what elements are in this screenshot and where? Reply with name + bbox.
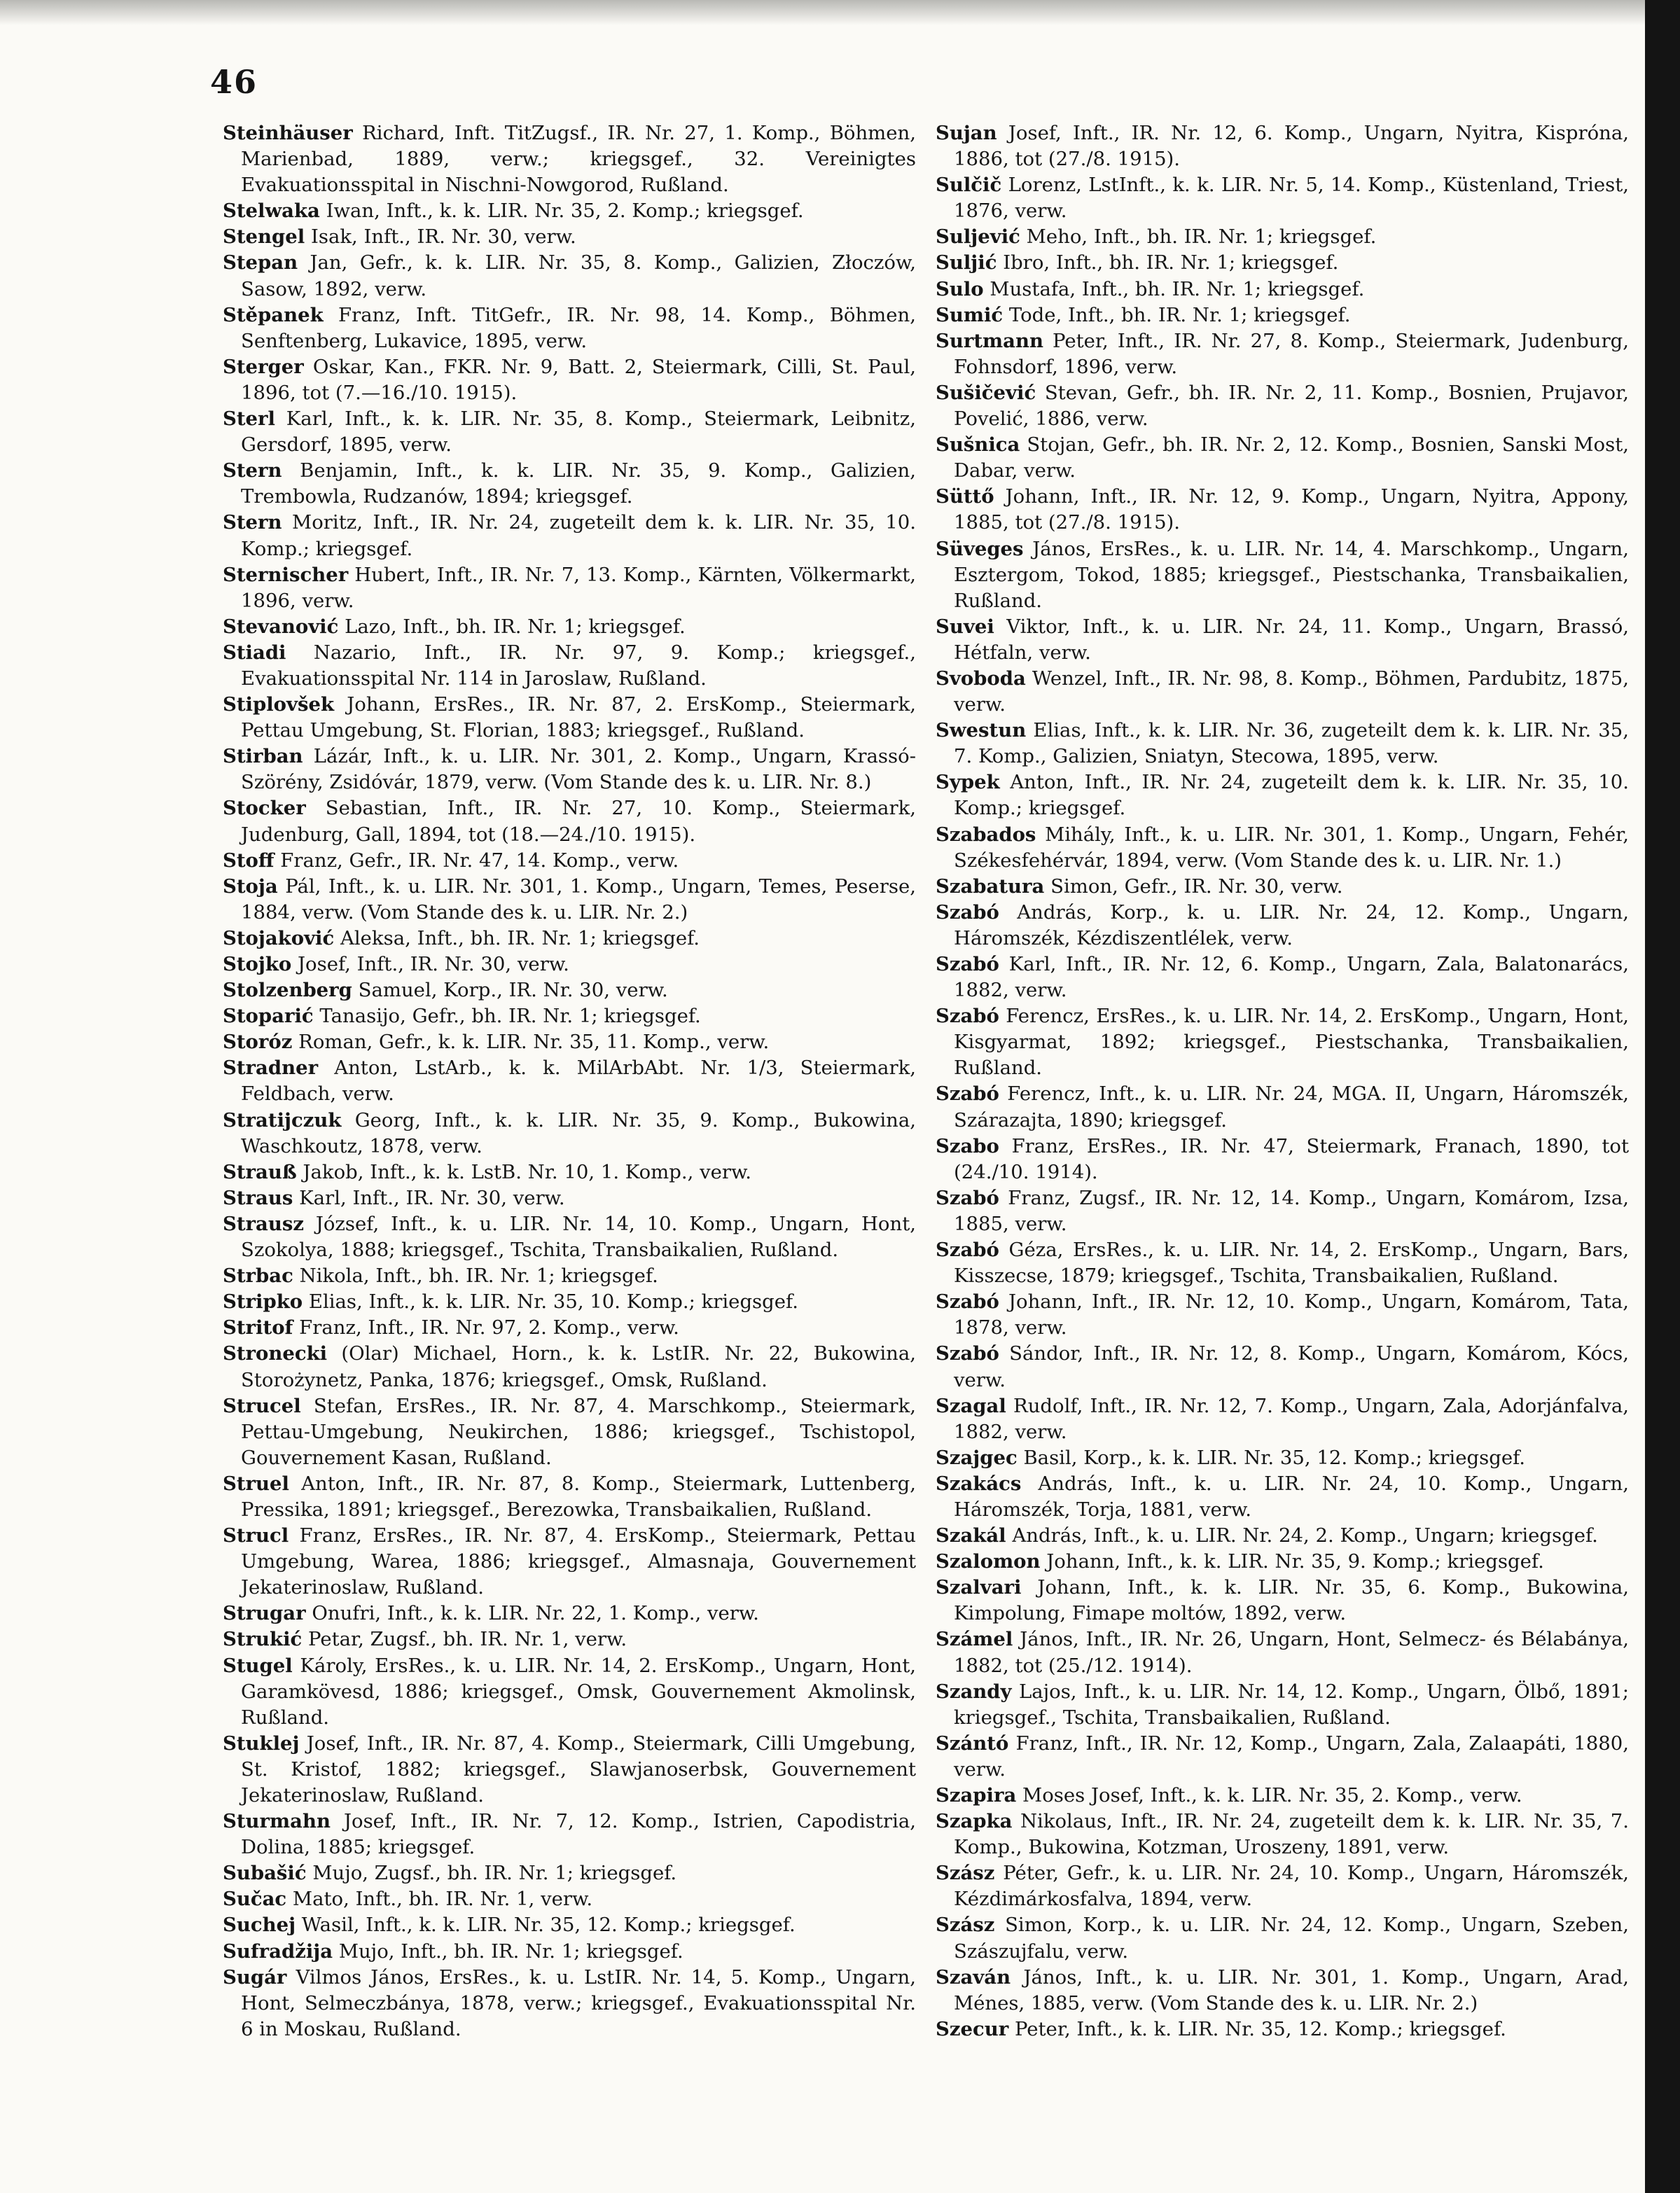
entry-surname: Sterl [223, 408, 275, 431]
entry-surname: Sujan [936, 122, 997, 144]
entry [223, 1003, 916, 1029]
entry [223, 1731, 916, 1809]
entry-surname: Stradner [223, 1057, 319, 1080]
entry-details: Johann, ErsRes., IR. Nr. 87, 2. ErsKomp., Steiermark, Pettau Umgebung, St. Florian, 1883; kriegsgef., Rußland. [241, 693, 916, 742]
entry [936, 1731, 1629, 1783]
entry-details: Moses Josef, Inft., k. k. LIR. Nr. 35, 2. Komp., verw. [1022, 1784, 1522, 1806]
entry-details: Peter, Inft., IR. Nr. 27, 8. Komp., Steiermark, Judenburg, Fohnsdorf, 1896, verw. [954, 329, 1629, 378]
entry-details: Franz, Zugsf., IR. Nr. 12, 14. Komp., Ungarn, Komárom, Izsa, 1885, verw. [954, 1186, 1629, 1235]
entry-details: Mujo, Inft., bh. IR. Nr. 1; kriegsgef. [338, 1940, 683, 1963]
entry-details: Simon, Gefr., IR. Nr. 30, verw. [1050, 875, 1343, 898]
entry [936, 1081, 1629, 1133]
entry-details: Nikola, Inft., bh. IR. Nr. 1; kriegsgef. [299, 1265, 658, 1288]
entry [936, 1445, 1629, 1471]
entry [936, 1003, 1629, 1081]
entry-details: Rudolf, Inft., IR. Nr. 12, 7. Komp., Ungarn, Zala, Adorjánfalva, 1882, verw. [954, 1394, 1629, 1443]
entry [223, 1886, 916, 1912]
entry-details: Johann, Inft., IR. Nr. 12, 10. Komp., Ungarn, Komárom, Tata, 1878, verw. [954, 1290, 1629, 1339]
entry-surname: Stiplovšek [223, 693, 335, 716]
entry-surname: Stripko [223, 1290, 303, 1314]
entry-surname: Sušičević [936, 381, 1036, 404]
entry [936, 1679, 1629, 1731]
entry-details: Meho, Inft., bh. IR. Nr. 1; kriegsgef. [1026, 225, 1377, 249]
entry [936, 1341, 1629, 1393]
entry-surname: Stuklej [223, 1732, 300, 1755]
entry-surname: Sulo [936, 277, 984, 300]
entry [223, 1160, 916, 1185]
entry [223, 1809, 916, 1860]
entry-surname: Stritof [223, 1316, 293, 1339]
entry-surname: Suchej [223, 1914, 296, 1937]
entry [223, 640, 916, 692]
entry-details: Wasil, Inft., k. k. LIR. Nr. 35, 12. Komp.; kriegsgef. [301, 1914, 796, 1937]
entry-details: Josef, Inft., IR. Nr. 87, 4. Komp., Steiermark, Cilli Umgebung, St. Kristof, 1882; kriegsgef., Slawjanoserbsk, Gouvernement Jekaterinoslaw, Rußland. [241, 1732, 916, 1806]
entry-surname: Stocker [223, 797, 306, 820]
entry [223, 1393, 916, 1471]
entry-details: Mato, Inft., bh. IR. Nr. 1, verw. [292, 1888, 593, 1911]
entry [223, 1601, 916, 1627]
entry-surname: Szabo [936, 1134, 999, 1157]
entry-surname: Sypek [936, 771, 1000, 794]
entry [223, 692, 916, 744]
entry-details: Lorenz, LstInft., k. k. LIR. Nr. 5, 14. Komp., Küstenland, Triest, 1876, verw. [954, 174, 1630, 223]
entry-surname: Sumić [936, 303, 1004, 326]
entry-surname: Suljić [936, 251, 997, 274]
entry-details: Josef, Inft., IR. Nr. 7, 12. Komp., Istrien, Capodistria, Dolina, 1885; kriegsgef. [241, 1810, 916, 1859]
entry [936, 250, 1629, 276]
entry-details: András, Korp., k. u. LIR. Nr. 24, 12. Komp., Ungarn, Háromszék, Kézdiszentlélek, verw. [954, 900, 1629, 949]
entry-details: Wenzel, Inft., IR. Nr. 98, 8. Komp., Böhmen, Pardubitz, 1875, verw. [954, 667, 1629, 716]
entry [936, 120, 1629, 172]
entry-surname: Strucel [223, 1394, 301, 1417]
entry-surname: Szabó [936, 1005, 999, 1028]
entry-surname: Szalvari [936, 1576, 1022, 1599]
entry-details: Mihály, Inft., k. u. LIR. Nr. 301, 1. Komp., Ungarn, Fehér, Székesfehérvár, 1894, verw. (Vom Stande des k. u. LIR. Nr. 1.) [954, 823, 1629, 872]
entry [223, 874, 916, 926]
entry-details: Franz, ErsRes., IR. Nr. 47, Steiermark, Franach, 1890, tot (24./10. 1914). [954, 1134, 1629, 1183]
entry-surname: Sulčič [936, 174, 1002, 197]
entry-surname: Szabó [936, 900, 999, 924]
entry-surname: Sugár [223, 1965, 287, 1989]
entry-details: Lajos, Inft., k. u. LIR. Nr. 14, 12. Komp., Ungarn, Ölbő, 1891; kriegsgef., Tschita, Transbaikalien, Rußland. [954, 1680, 1629, 1729]
entry-details: Mujo, Zugsf., bh. IR. Nr. 1; kriegsgef. [312, 1862, 677, 1885]
entry [223, 1263, 916, 1289]
entry-surname: Stěpanek [223, 303, 324, 326]
entry-surname: Suljević [936, 225, 1020, 249]
right-column [936, 120, 1629, 2042]
entry [936, 952, 1629, 1003]
entry-surname: Sufradžija [223, 1940, 333, 1963]
entry-details: Nikolaus, Inft., IR. Nr. 24, zugeteilt dem k. k. LIR. Nr. 35, 7. Komp., Bukowina, Kotzman, Uroszeny, 1891, verw. [954, 1810, 1629, 1859]
entry-details: Isak, Inft., IR. Nr. 30, verw. [310, 225, 576, 249]
entry-details: (Olar) Michael, Horn., k. k. LstIR. Nr. 22, Bukowina, Storożynetz, Panka, 1876; kriegsgef., Omsk, Rußland. [241, 1342, 917, 1391]
entry [936, 328, 1629, 380]
entry [936, 1627, 1629, 1678]
entry [936, 770, 1629, 821]
entry [936, 1185, 1629, 1237]
entry [223, 1185, 916, 1211]
entry [936, 614, 1629, 666]
entry-surname: Stengel [223, 225, 305, 249]
entry-details: Franz, Inft. TitGefr., IR. Nr. 98, 14. Komp., Böhmen, Senftenberg, Lukavice, 1895, verw. [241, 303, 916, 352]
entry [223, 120, 916, 198]
entry [936, 1783, 1629, 1809]
entry-details: Stefan, ErsRes., IR. Nr. 87, 4. Marschkomp., Steiermark, Pettau-Umgebung, Neukirchen, 1886; kriegsgef., Tschistopol, Gouvernement Kasan, Rußland. [241, 1394, 916, 1469]
entry [936, 900, 1629, 952]
entry [936, 1523, 1629, 1549]
entry-surname: Szandy [936, 1680, 1012, 1703]
entry [223, 952, 916, 977]
entry-surname: Szász [936, 1862, 995, 1885]
entry [223, 1653, 916, 1731]
entry [936, 822, 1629, 874]
entry-surname: Szecur [936, 2017, 1009, 2040]
entry-surname: Szapka [936, 1810, 1013, 1833]
entry-surname: Sturmahn [223, 1810, 331, 1833]
entry [936, 874, 1629, 900]
entry-details: Tanasijo, Gefr., bh. IR. Nr. 1; kriegsgef. [319, 1005, 701, 1028]
entry-surname: Szakács [936, 1472, 1022, 1495]
entry-details: Karl, Inft., IR. Nr. 30, verw. [299, 1186, 565, 1209]
entry-details: András, Inft., k. u. LIR. Nr. 24, 2. Komp., Ungarn; kriegsgef. [1012, 1524, 1598, 1547]
entry-details: Georg, Inft., k. k. LIR. Nr. 35, 9. Komp., Bukowina, Waschkoutz, 1878, verw. [241, 1108, 916, 1157]
entry-surname: Strausz [223, 1212, 304, 1235]
entry-details: Karl, Inft., IR. Nr. 12, 6. Komp., Ungarn, Zala, Balatonarács, 1882, verw. [954, 953, 1629, 1002]
entry-details: Stevan, Gefr., bh. IR. Nr. 2, 11. Komp., Bosnien, Prujavor, Povelić, 1886, verw. [954, 381, 1629, 431]
entry-surname: Szabó [936, 953, 999, 975]
entry-details: Franz, Inft., IR. Nr. 97, 2. Komp., verw. [299, 1316, 679, 1339]
entry-details: Sebastian, Inft., IR. Nr. 27, 10. Komp., Steiermark, Judenburg, Gall, 1894, tot (18.—24./10. 1915). [241, 797, 916, 846]
entry-surname: Sušnica [936, 433, 1020, 457]
entry-surname: Steinhäuser [223, 122, 353, 144]
entry-surname: Stoff [223, 849, 275, 872]
entry-details: Samuel, Korp., IR. Nr. 30, verw. [358, 979, 668, 1002]
entry [223, 198, 916, 224]
entry-details: Anton, Inft., IR. Nr. 87, 8. Komp., Steiermark, Luttenberg, Pressika, 1891; kriegsgef., Berezowka, Transbaikalien, Rußland. [241, 1472, 916, 1521]
entry-details: Jakob, Inft., k. k. LstB. Nr. 10, 1. Komp., verw. [303, 1160, 752, 1183]
entry-surname: Stojaković [223, 926, 335, 949]
entry-surname: Szajgec [936, 1446, 1018, 1469]
entry [936, 1134, 1629, 1185]
entry-details: Roman, Gefr., k. k. LIR. Nr. 35, 11. Komp., verw. [298, 1031, 770, 1054]
entry-surname: Strugar [223, 1602, 306, 1625]
entry-details: Vilmos János, ErsRes., k. u. LstIR. Nr. 14, 5. Komp., Ungarn, Hont, Selmeczbánya, 1878, verw.; kriegsgef., Evakuationsspital Nr. 6 in Moskau, Rußland. [241, 1965, 916, 2040]
entry [936, 380, 1629, 432]
entry-details: Tode, Inft., bh. IR. Nr. 1; kriegsgef. [1008, 303, 1351, 326]
entry-details: Karl, Inft., k. k. LIR. Nr. 35, 8. Komp., Steiermark, Leibnitz, Gersdorf, 1895, verw. [241, 408, 916, 457]
entry-details: Basil, Korp., k. k. LIR. Nr. 35, 12. Komp.; kriegsgef. [1023, 1446, 1526, 1469]
entry-surname: Sterger [223, 355, 304, 378]
entry [223, 744, 916, 795]
entry-surname: Storóz [223, 1031, 293, 1054]
entry-details: Géza, ErsRes., k. u. LIR. Nr. 14, 2. ErsKomp., Ungarn, Bars, Kisszecse, 1879; kriegsgef., Tschita, Transbaikalien, Rußland. [954, 1239, 1630, 1288]
entry-details: Iwan, Inft., k. k. LIR. Nr. 35, 2. Komp.; kriegsgef. [326, 200, 804, 223]
entry-surname: Szász [936, 1914, 995, 1937]
entry-surname: Stojko [223, 953, 292, 975]
entry [223, 302, 916, 354]
entry [223, 562, 916, 614]
entry-details: András, Inft., k. u. LIR. Nr. 24, 10. Komp., Ungarn, Háromszék, Torja, 1881, verw. [954, 1472, 1629, 1521]
entry-surname: Svoboda [936, 667, 1026, 690]
entry-surname: Szakál [936, 1524, 1006, 1547]
entry-surname: Stiadi [223, 641, 286, 664]
entry-details: Károly, ErsRes., k. u. LIR. Nr. 14, 2. ErsKomp., Ungarn, Hont, Garamkövesd, 1886; kriegsgef., Omsk, Gouvernement Akmolinsk, Rußland. [241, 1654, 916, 1729]
entry [936, 1393, 1629, 1445]
entry-surname: Strukić [223, 1628, 303, 1651]
entry [936, 1860, 1629, 1912]
entry [936, 1575, 1629, 1627]
entry-surname: Szagal [936, 1394, 1006, 1417]
entry-surname: Szabó [936, 1342, 999, 1365]
entry [936, 172, 1629, 224]
entry [936, 1549, 1629, 1575]
entry [936, 302, 1629, 328]
entry-surname: Szabatura [936, 875, 1045, 898]
entry [223, 1108, 916, 1160]
entry [936, 536, 1629, 614]
entry-surname: Strauß [223, 1160, 297, 1183]
page-number: 46 [210, 63, 258, 101]
entry-details: Onufri, Inft., k. k. LIR. Nr. 22, 1. Komp., verw. [312, 1602, 759, 1625]
entry-surname: Swestun [936, 719, 1027, 742]
entry [936, 1237, 1629, 1289]
entry-surname: Stevanović [223, 615, 339, 638]
entry-details: Richard, Inft. TitZugsf., IR. Nr. 27, 1. Komp., Böhmen, Marienbad, 1889, verw.; kriegsgef., 32. Vereinigtes Evakuationsspital in Nischni-Nowgorod, Rußland. [241, 122, 916, 197]
entry [223, 1341, 916, 1393]
entry-surname: Stelwaka [223, 200, 320, 223]
entry-surname: Stern [223, 511, 282, 534]
entry-details: Franz, ErsRes., IR. Nr. 87, 4. ErsKomp., Steiermark, Pettau Umgebung, Warea, 1886; kriegsgef., Almasnaja, Gouvernement Jekaterinoslaw, Rußland. [241, 1524, 916, 1599]
entry [223, 1939, 916, 1965]
entry-surname: Szabó [936, 1082, 999, 1106]
entry [223, 1029, 916, 1055]
entry [936, 666, 1629, 718]
entry-details: Anton, LstArb., k. k. MilArbAbt. Nr. 1/3, Steiermark, Feldbach, verw. [241, 1057, 917, 1106]
entry-surname: Surtmann [936, 329, 1043, 352]
entry-details: Johann, Inft., k. k. LIR. Nr. 35, 9. Komp.; kriegsgef. [1046, 1550, 1544, 1573]
entry-details: Jan, Gefr., k. k. LIR. Nr. 35, 8. Komp., Galizien, Złoczów, Sasow, 1892, verw. [241, 251, 916, 300]
entry [223, 926, 916, 952]
entry-details: Stojan, Gefr., bh. IR. Nr. 2, 12. Komp., Bosnien, Sanski Most, Dabar, verw. [954, 433, 1629, 482]
entry-details: Elias, Inft., k. k. LIR. Nr. 35, 10. Komp.; kriegsgef. [308, 1290, 798, 1314]
entry-surname: Stugel [223, 1654, 293, 1677]
entry-surname: Szapira [936, 1784, 1017, 1806]
entry-details: Sándor, Inft., IR. Nr. 12, 8. Komp., Ungarn, Komárom, Kócs, verw. [954, 1342, 1630, 1391]
entry-surname: Stronecki [223, 1342, 328, 1365]
scan-edge-right [1645, 0, 1680, 2193]
left-column [223, 120, 916, 2042]
entry-details: János, Inft., IR. Nr. 26, Ungarn, Hont, Selmecz- és Bélabánya, 1882, tot (25./12. 1914). [954, 1628, 1629, 1677]
entry-details: Viktor, Inft., k. u. LIR. Nr. 24, 11. Komp., Ungarn, Brassó, Hétfaln, verw. [954, 615, 1629, 664]
entry [936, 1965, 1629, 2017]
entry [223, 1523, 916, 1601]
entry [223, 354, 916, 406]
entry [936, 1471, 1629, 1523]
entry [936, 718, 1629, 770]
entry-details: Hubert, Inft., IR. Nr. 7, 13. Komp., Kärnten, Völkermarkt, 1896, verw. [241, 563, 916, 612]
entry-surname: Szabó [936, 1290, 999, 1314]
entry-surname: Szabó [936, 1239, 999, 1262]
entry-surname: Strbac [223, 1265, 293, 1288]
entry [223, 406, 916, 458]
entry-details: Anton, Inft., IR. Nr. 24, zugeteilt dem k. k. LIR. Nr. 35, 10. Komp.; kriegsgef. [954, 771, 1629, 820]
entry [223, 1471, 916, 1523]
entry-surname: Szalomon [936, 1550, 1041, 1573]
entry [223, 977, 916, 1003]
entry [936, 1912, 1629, 1964]
entry [936, 1289, 1629, 1341]
entry [223, 1315, 916, 1341]
entry-details: Josef, Inft., IR. Nr. 30, verw. [298, 953, 569, 975]
entry-details: Ibro, Inft., bh. IR. Nr. 1; kriegsgef. [1003, 251, 1339, 274]
entry [223, 224, 916, 250]
entry-details: Lázár, Inft., k. u. LIR. Nr. 301, 2. Komp., Ungarn, Krassó-Szörény, Zsidóvár, 1879, verw. (Vom Stande des k. u. LIR. Nr. 8.) [241, 745, 916, 794]
entry [223, 848, 916, 874]
entry-surname: Straus [223, 1186, 293, 1209]
entry [223, 614, 916, 640]
entry-details: Simon, Korp., k. u. LIR. Nr. 24, 12. Komp., Ungarn, Szeben, Szászujfalu, verw. [954, 1914, 1629, 1963]
entry [223, 1055, 916, 1107]
entry-details: Franz, Gefr., IR. Nr. 47, 14. Komp., verw. [280, 849, 679, 872]
entry [936, 432, 1629, 484]
entry [223, 1912, 916, 1938]
entry-details: Petar, Zugsf., bh. IR. Nr. 1, verw. [308, 1628, 627, 1651]
entry-surname: Sternischer [223, 563, 349, 586]
entry [223, 250, 916, 302]
entry-surname: Szabados [936, 823, 1036, 846]
entry-surname: Szántó [936, 1732, 1009, 1755]
entry [936, 484, 1629, 536]
entry-details: Aleksa, Inft., bh. IR. Nr. 1; kriegsgef. [340, 926, 700, 949]
entry [223, 1627, 916, 1652]
entry-surname: Stern [223, 459, 282, 482]
entry-details: Mustafa, Inft., bh. IR. Nr. 1; kriegsgef. [990, 277, 1365, 300]
entry-details: Johann, Inft., k. k. LIR. Nr. 35, 6. Komp., Bukowina, Kimpolung, Fimape moltów, 1892, verw. [954, 1576, 1629, 1625]
entry [936, 224, 1629, 250]
entry-details: Péter, Gefr., k. u. LIR. Nr. 24, 10. Komp., Ungarn, Háromszék, Kézdimárkosfalva, 1894, verw. [954, 1862, 1629, 1911]
entry-surname: Számel [936, 1628, 1013, 1651]
entry-surname: Szabó [936, 1186, 999, 1209]
entry-surname: Stepan [223, 251, 298, 274]
entry [223, 1860, 916, 1886]
entry-details: Lazo, Inft., bh. IR. Nr. 1; kriegsgef. [345, 615, 686, 638]
entry-details: Pál, Inft., k. u. LIR. Nr. 301, 1. Komp., Ungarn, Temes, Peserse, 1884, verw. (Vom Stande des k. u. LIR. Nr. 2.) [241, 875, 916, 924]
entry-surname: Stolzenberg [223, 979, 352, 1002]
scan-edge-top [0, 0, 1645, 25]
entry-details: Oskar, Kan., FKR. Nr. 9, Batt. 2, Steiermark, Cilli, St. Paul, 1896, tot (7.—16./10. 1915). [241, 355, 916, 404]
entry-surname: Süttő [936, 485, 994, 508]
entry-surname: Suvei [936, 615, 994, 638]
entry [936, 1809, 1629, 1860]
entry-details: Johann, Inft., IR. Nr. 12, 9. Komp., Ungarn, Nyitra, Appony, 1885, tot (27./8. 1915). [954, 485, 1630, 534]
entry-surname: Subašić [223, 1862, 307, 1885]
entry-surname: Struel [223, 1472, 289, 1495]
entry [223, 1211, 916, 1263]
entry-details: Moritz, Inft., IR. Nr. 24, zugeteilt dem k. k. LIR. Nr. 35, 10. Komp.; kriegsgef. [241, 511, 916, 560]
entry-details: József, Inft., k. u. LIR. Nr. 14, 10. Komp., Ungarn, Hont, Szokolya, 1888; kriegsgef., Tschita, Transbaikalien, Rußland. [241, 1212, 916, 1262]
entry-details: Franz, Inft., IR. Nr. 12, Komp., Ungarn, Zala, Zalaapáti, 1880, verw. [954, 1732, 1629, 1781]
entry-surname: Süveges [936, 537, 1024, 560]
entry-details: Josef, Inft., IR. Nr. 12, 6. Komp., Ungarn, Nyitra, Kisprónа, 1886, tot (27./8. 1915). [954, 122, 1629, 171]
entry-details: Ferencz, ErsRes., k. u. LIR. Nr. 14, 2. ErsKomp., Ungarn, Hont, Kisgyarmat, 1892; kriegsgef., Piestschanka, Transbaikalien, Rußland. [954, 1005, 1629, 1080]
entry-details: Elias, Inft., k. k. LIR. Nr. 36, zugeteilt dem k. k. LIR. Nr. 35, 7. Komp., Galizien, Sniatyn, Stecowa, 1895, verw. [954, 719, 1629, 768]
entry-details: Benjamin, Inft., k. k. LIR. Nr. 35, 9. Komp., Galizien, Trembowla, Rudzanów, 1894; kriegsgef. [241, 459, 916, 508]
entry-surname: Stirban [223, 745, 303, 768]
entry-details: Nazario, Inft., IR. Nr. 97, 9. Komp.; kriegsgef., Evakuationsspital Nr. 114 in Jaroslaw, Rußland. [241, 641, 916, 690]
entry-surname: Sučac [223, 1888, 287, 1911]
entry [223, 1965, 916, 2042]
entry [223, 1289, 916, 1315]
entry-details: Peter, Inft., k. k. LIR. Nr. 35, 12. Komp.; kriegsgef. [1014, 2017, 1506, 2040]
entry-surname: Stratijczuk [223, 1108, 342, 1132]
entry-surname: Szaván [936, 1965, 1011, 1989]
entry-details: János, Inft., k. u. LIR. Nr. 301, 1. Komp., Ungarn, Arad, Ménes, 1885, verw. (Vom Stande des k. u. LIR. Nr. 2.) [954, 1965, 1630, 2014]
entry [223, 458, 916, 510]
entry [936, 2017, 1629, 2042]
entry-details: János, ErsRes., k. u. LIR. Nr. 14, 4. Marschkomp., Ungarn, Esztergom, Tokod, 1885; kriegsgef., Piestschanka, Transbaikalien, Rußland. [954, 537, 1629, 612]
entry [223, 510, 916, 562]
entry-surname: Stoparić [223, 1005, 314, 1028]
entry-surname: Stoja [223, 875, 278, 898]
entry [936, 277, 1629, 302]
entry-details: Ferencz, Inft., k. u. LIR. Nr. 24, MGA. II, Ungarn, Háromszék, Szárazajta, 1890; kriegsgef. [954, 1082, 1629, 1132]
entry [223, 795, 916, 847]
entry-surname: Strucl [223, 1524, 289, 1547]
